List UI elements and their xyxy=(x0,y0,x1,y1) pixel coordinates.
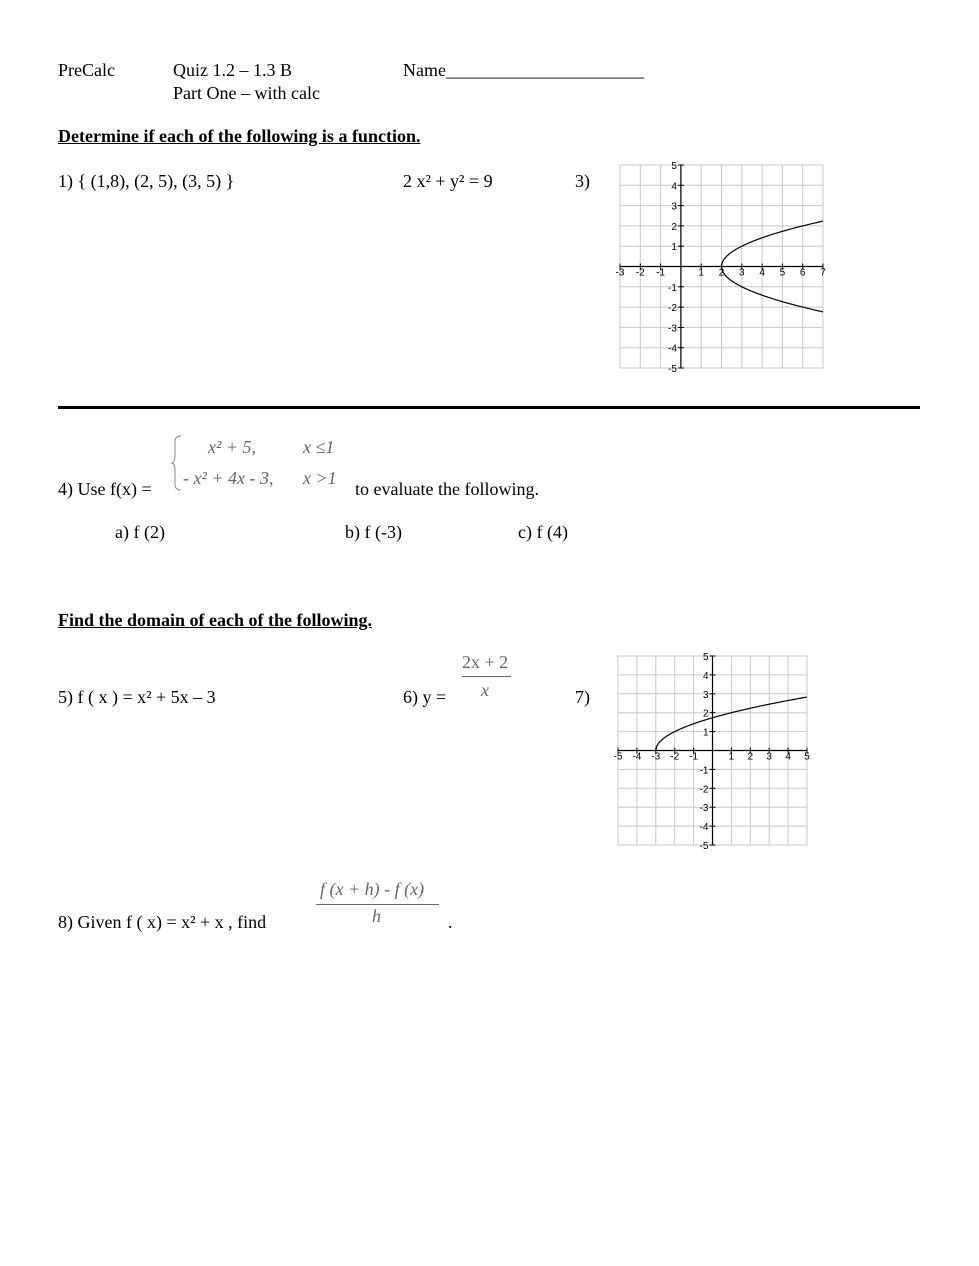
graph3-curve xyxy=(722,221,824,266)
question-1: 1) { (1,8), (2, 5), (3, 5) } xyxy=(58,171,235,191)
graph7-x-tick-label: 4 xyxy=(785,751,791,763)
question-4-prefix: 4) Use f(x) = xyxy=(58,479,152,499)
question-4a: a) f (2) xyxy=(115,522,165,542)
graph3-y-tick-label: -1 xyxy=(667,282,677,294)
quiz-title: Quiz 1.2 – 1.3 B xyxy=(173,60,292,80)
section1-heading: Determine if each of the following is a function. xyxy=(58,126,421,146)
piece1-condition: x ≤1 xyxy=(303,437,335,457)
graph7-x-tick-label: 1 xyxy=(728,751,735,763)
question-4c: c) f (4) xyxy=(518,522,568,542)
graph7-x-tick-label: 5 xyxy=(804,751,810,763)
graph7-y-tick-label: 3 xyxy=(702,689,709,701)
piecewise-brace xyxy=(170,434,184,492)
graph7-y-tick-label: 1 xyxy=(702,727,709,739)
graph7-y-tick-label: 5 xyxy=(702,652,709,663)
section-divider xyxy=(58,406,920,409)
piece2-condition: x >1 xyxy=(303,468,337,488)
graph3-y-tick-label: 4 xyxy=(671,181,677,193)
graph7-y-tick-label: -3 xyxy=(699,803,709,815)
question-8-period: . xyxy=(448,912,453,932)
question-6-denominator: x xyxy=(481,680,489,700)
graph7-x-tick-label: -1 xyxy=(689,751,699,763)
question-6-numerator: 2x + 2 xyxy=(462,652,509,672)
graph3-y-tick-label: -4 xyxy=(667,343,677,355)
question-6-fraction-bar xyxy=(462,676,511,677)
graph7-y-tick-label: 4 xyxy=(702,670,709,682)
graph-question-3 xyxy=(605,155,835,380)
graph3-curve xyxy=(722,267,824,312)
graph3-x-tick-label: 5 xyxy=(779,267,786,279)
question-6-prefix: 6) y = xyxy=(403,687,447,707)
graph7-x-tick-label: 2 xyxy=(747,751,754,763)
graph7-x-tick-label: 3 xyxy=(766,751,772,763)
graph3-y-tick-label: -2 xyxy=(667,303,677,315)
graph3-y-tick-label: -5 xyxy=(667,364,677,375)
question-8-fraction-bar xyxy=(316,904,439,905)
graph7-y-tick-label: -4 xyxy=(699,822,709,834)
graph3-y-tick-label: -3 xyxy=(667,323,677,335)
section2-heading: Find the domain of each of the following. xyxy=(58,610,373,630)
graph7-x-tick-label: -3 xyxy=(651,751,661,763)
question-4b: b) f (-3) xyxy=(345,522,402,542)
piece2-expression: - x² + 4x - 3, xyxy=(183,468,274,488)
graph7-x-tick-label: -5 xyxy=(613,751,623,763)
question-5: 5) f ( x ) = x² + 5x – 3 xyxy=(58,687,216,707)
name-field-label: Name______________________ xyxy=(403,60,644,80)
graph3-x-tick-label: -3 xyxy=(615,267,625,279)
question-8-denominator: h xyxy=(372,906,381,926)
question-2: 2 x² + y² = 9 xyxy=(403,171,493,191)
question-7-label: 7) xyxy=(575,687,590,707)
quiz-part: Part One – with calc xyxy=(173,83,320,103)
graph3-x-tick-label: 2 xyxy=(718,267,725,279)
graph7-x-tick-label: -2 xyxy=(670,751,680,763)
graph-question-7 xyxy=(605,648,820,853)
graph7-y-tick-label: -5 xyxy=(699,841,709,852)
piece1-expression: x² + 5, xyxy=(208,437,257,457)
graph3-x-tick-label: 3 xyxy=(739,267,745,279)
graph7-y-tick-label: 2 xyxy=(702,708,709,720)
graph3-x-tick-label: 6 xyxy=(799,267,806,279)
graph3-x-tick-label: 4 xyxy=(759,267,765,279)
graph7-x-tick-label: -4 xyxy=(632,751,642,763)
question-8-prefix: 8) Given f ( x) = x² + x , find xyxy=(58,912,267,932)
course-label: PreCalc xyxy=(58,60,115,80)
graph3-x-tick-label: -2 xyxy=(635,267,645,279)
graph7-y-tick-label: -1 xyxy=(699,765,709,777)
graph3-x-tick-label: 7 xyxy=(820,267,826,279)
graph3-x-tick-label: 1 xyxy=(698,267,704,279)
graph7-y-tick-label: -2 xyxy=(699,784,709,796)
graph3-y-tick-label: 3 xyxy=(671,201,677,213)
graph3-x-tick-label: -1 xyxy=(656,267,666,279)
graph3-y-tick-label: 2 xyxy=(671,221,677,233)
graph3-y-tick-label: 1 xyxy=(671,242,677,254)
question-4-suffix: to evaluate the following. xyxy=(355,479,539,499)
question-3-label: 3) xyxy=(575,171,590,191)
question-8-numerator: f (x + h) - f (x) xyxy=(320,879,425,899)
graph3-y-tick-label: 5 xyxy=(671,161,677,172)
